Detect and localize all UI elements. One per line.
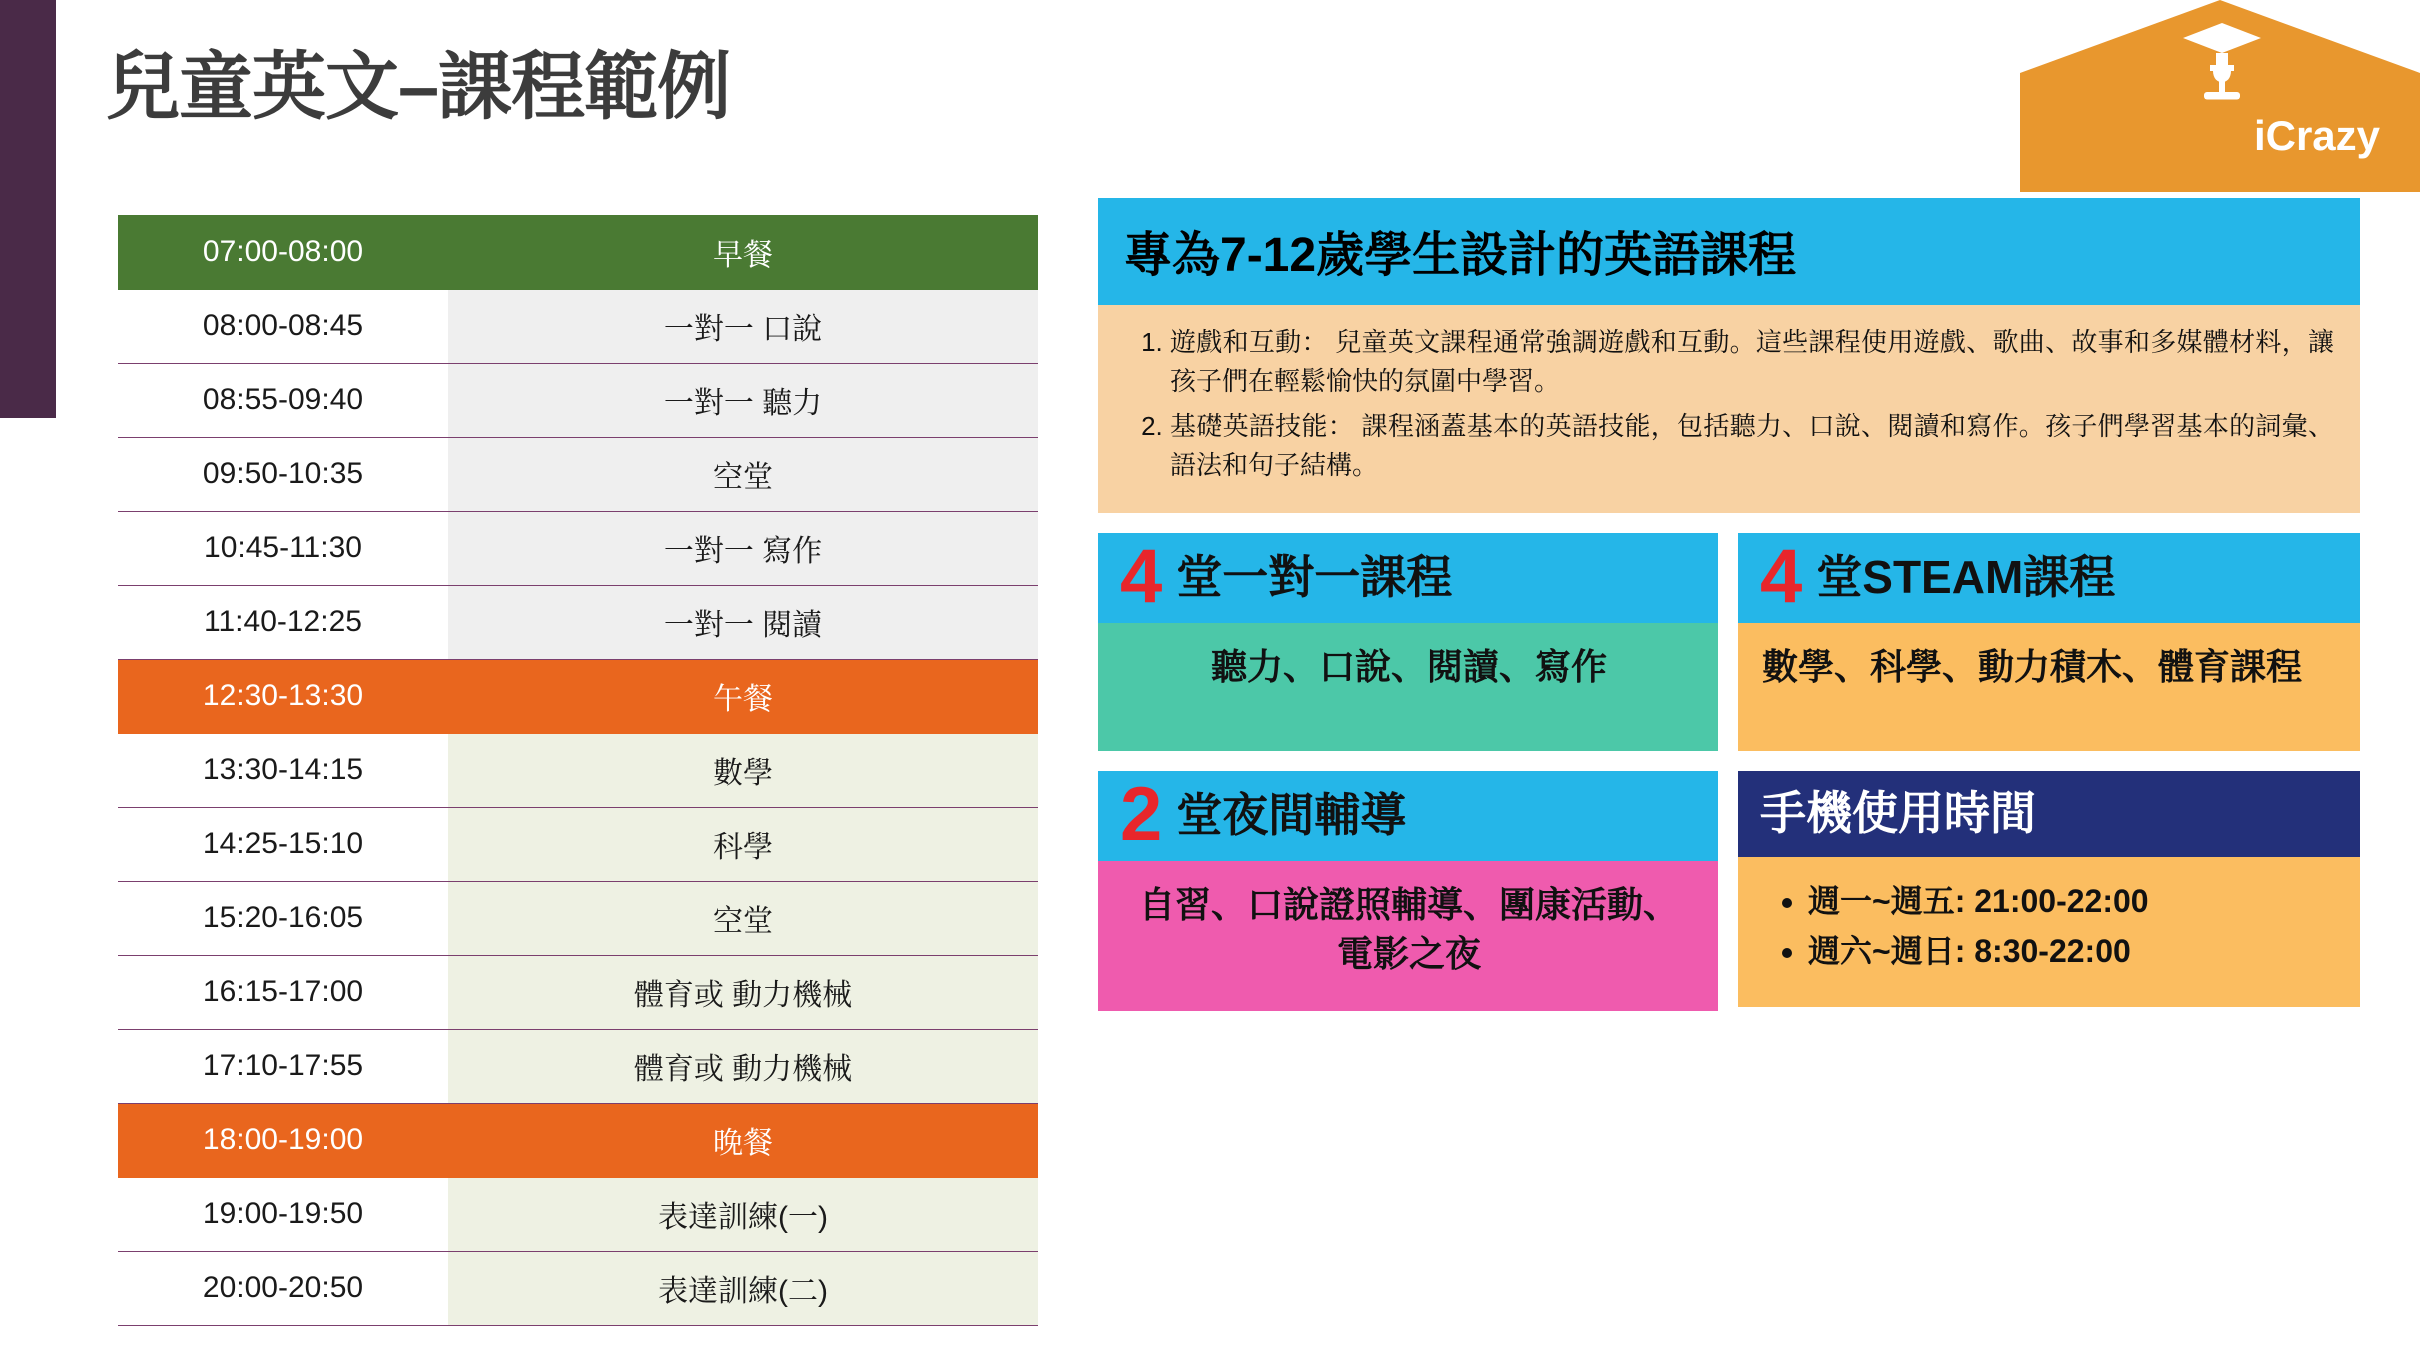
schedule-activity: 體育或 動力機械 [448, 1029, 1038, 1103]
schedule-activity: 體育或 動力機械 [448, 955, 1038, 1029]
phone-time-item-2: • 週六~週日: 8:30-22:00 [1808, 927, 2338, 975]
page-title: 兒童英文–課程範例 [106, 45, 731, 128]
schedule-activity: 一對一 寫作 [448, 511, 1038, 585]
schedule-time: 16:15-17:00 [118, 955, 448, 1029]
card-night-tutoring [1098, 771, 1738, 1011]
schedule-activity: 早餐 [448, 215, 1038, 289]
schedule-time: 07:00-08:00 [118, 215, 448, 289]
card-phone-time-body [1738, 857, 2360, 1007]
schedule-time: 09:50-10:35 [118, 437, 448, 511]
card-night-tutoring-count: 2 [1120, 772, 1163, 857]
schedule-activity: 空堂 [448, 437, 1038, 511]
card-one-on-one-label: 堂一對一課程 [1176, 550, 1453, 603]
table-row [118, 437, 1038, 511]
schedule-time: 11:40-12:25 [118, 585, 448, 659]
card-night-tutoring-head [1098, 771, 1718, 861]
schedule-time: 08:55-09:40 [118, 363, 448, 437]
schedule-activity: 晚餐 [448, 1103, 1038, 1177]
phone-time-item-1: • 週一~週五: 21:00-22:00 [1808, 877, 2338, 925]
card-one-on-one-head [1098, 533, 1718, 623]
schedule-activity: 空堂 [448, 881, 1038, 955]
schedule-time: 08:00-08:45 [118, 289, 448, 363]
logo-badge [2020, 0, 2420, 192]
table-row [118, 659, 1038, 733]
schedule-activity: 數學 [448, 733, 1038, 807]
phone-time-list [1762, 877, 2338, 975]
schedule-table [118, 215, 1038, 1326]
card-phone-time [1738, 771, 2360, 1011]
schedule-activity: 科學 [448, 807, 1038, 881]
graduation-microscope-icon [2174, 14, 2270, 110]
card-steam-label: 堂STEAM課程 [1816, 550, 2116, 603]
schedule-activity: 表達訓練(一) [448, 1177, 1038, 1251]
cards-grid [1098, 533, 2360, 1011]
card-one-on-one [1098, 533, 1738, 751]
intro-box [1098, 305, 2360, 513]
schedule-time: 10:45-11:30 [118, 511, 448, 585]
card-phone-time-head [1738, 771, 2360, 857]
schedule-body [118, 215, 1038, 1325]
schedule-time: 19:00-19:50 [118, 1177, 448, 1251]
table-row [118, 1029, 1038, 1103]
table-row [118, 807, 1038, 881]
schedule-activity: 午餐 [448, 659, 1038, 733]
schedule-activity: 一對一 聽力 [448, 363, 1038, 437]
card-steam [1738, 533, 2360, 751]
right-column [1098, 198, 2360, 1011]
table-row [118, 215, 1038, 289]
decorative-left-bar [0, 0, 56, 418]
schedule-time: 12:30-13:30 [118, 659, 448, 733]
card-steam-count: 4 [1760, 534, 1803, 619]
card-night-tutoring-label: 堂夜間輔導 [1176, 788, 1407, 841]
table-row [118, 955, 1038, 1029]
card-night-tutoring-body: 自習、口說證照輔導、團康活動、電影之夜 [1098, 861, 1718, 1011]
card-steam-head [1738, 533, 2360, 623]
card-one-on-one-count: 4 [1120, 534, 1163, 619]
card-steam-body: 數學、科學、動力積木、體育課程 [1738, 623, 2360, 751]
schedule-time: 13:30-14:15 [118, 733, 448, 807]
intro-item-2: 2. 基礎英語技能： 課程涵蓋基本的英語技能，包括聽力、口說、閱讀和寫作。孩子們學習基本的詞彙、語法和句子結構。 [1170, 407, 2334, 485]
schedule-time: 14:25-15:10 [118, 807, 448, 881]
schedule-time: 20:00-20:50 [118, 1251, 448, 1325]
table-row [118, 733, 1038, 807]
card-phone-time-title: 手機使用時間 [1760, 786, 2036, 839]
schedule-activity: 表達訓練(二) [448, 1251, 1038, 1325]
table-row [118, 363, 1038, 437]
schedule-time: 18:00-19:00 [118, 1103, 448, 1177]
intro-list [1128, 323, 2334, 485]
schedule-activity: 一對一 口說 [448, 289, 1038, 363]
intro-item-1: 1. 遊戲和互動： 兒童英文課程通常強調遊戲和互動。這些課程使用遊戲、歌曲、故事和多媒體材料，讓孩子們在輕鬆愉快的氛圍中學習。 [1170, 323, 2334, 401]
card-one-on-one-body: 聽力、口說、閱讀、寫作 [1098, 623, 1718, 751]
logo-text: iCrazy [2253, 112, 2380, 159]
schedule-time: 15:20-16:05 [118, 881, 448, 955]
table-row [118, 1103, 1038, 1177]
table-row [118, 1251, 1038, 1325]
table-row [118, 585, 1038, 659]
schedule-activity: 一對一 閱讀 [448, 585, 1038, 659]
table-row [118, 289, 1038, 363]
table-row [118, 511, 1038, 585]
schedule-time: 17:10-17:55 [118, 1029, 448, 1103]
table-row [118, 1177, 1038, 1251]
headline: 專為7-12歲學生設計的英語課程 [1098, 198, 2360, 305]
table-row [118, 881, 1038, 955]
